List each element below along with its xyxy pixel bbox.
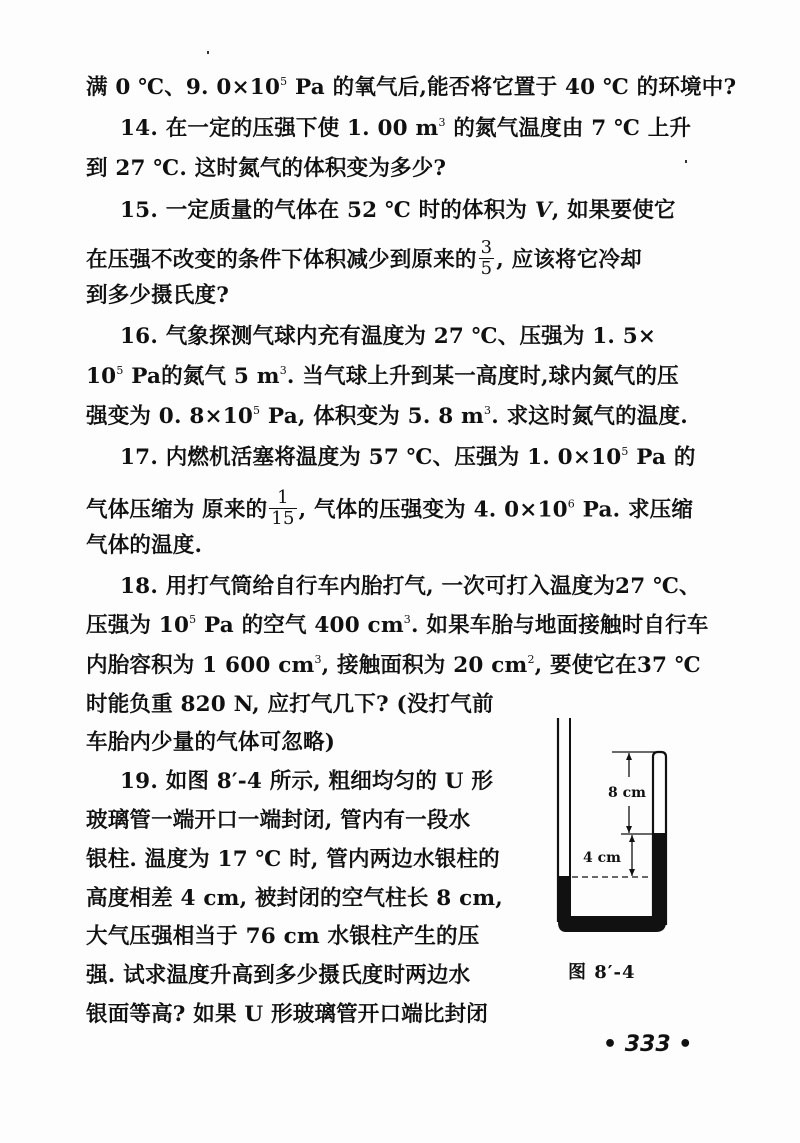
superscript: 5 bbox=[116, 364, 124, 377]
text: 到 27 ℃. 这时氮气的体积变为多少? bbox=[86, 156, 447, 181]
text: 强变为 0. 8×10 bbox=[86, 404, 254, 429]
superscript: 3 bbox=[314, 653, 322, 666]
text: 在压强不改变的条件下体积减少到原来的 bbox=[86, 247, 477, 273]
problem-18-line-1 bbox=[120, 572, 701, 602]
problem-19-line-1 bbox=[120, 767, 493, 797]
text: 压强为 10 bbox=[86, 613, 190, 638]
problem-19-line-3 bbox=[86, 845, 500, 875]
text: Pa, 体积变为 5. 8 m bbox=[260, 404, 485, 429]
problem-17-line-1 bbox=[120, 443, 696, 473]
text: 满 0 ℃、9. 0×10 bbox=[86, 75, 281, 100]
text: 大气压强相当于 76 cm 水银柱产生的压 bbox=[86, 924, 480, 949]
text: 19. 如图 8′-4 所示, 粗细均匀的 U 形 bbox=[120, 769, 494, 794]
text: , 应该将它冷却 bbox=[496, 247, 642, 273]
superscript: 2 bbox=[527, 653, 535, 666]
text: 时能负重 820 N, 应打气几下? (没打气前 bbox=[86, 692, 494, 717]
problem-17-line-2 bbox=[86, 487, 694, 531]
text: 气体的温度. bbox=[86, 533, 203, 558]
text: 到多少摄氏度? bbox=[86, 283, 229, 308]
text: 高度相差 4 cm, 被封闭的空气柱长 8 cm, bbox=[86, 886, 503, 911]
problem-19-line-4 bbox=[86, 884, 503, 914]
text: . 如果车胎与地面接触时自行车 bbox=[411, 613, 709, 638]
text: 15. 一定质量的气体在 52 ℃ 时的体积为 bbox=[120, 198, 535, 223]
text: . 求这时氮气的温度. bbox=[491, 404, 688, 429]
fraction-three-fifths bbox=[479, 238, 495, 279]
problem-15-line-1 bbox=[120, 196, 676, 226]
superscript: 5 bbox=[253, 404, 261, 417]
text: Pa的氮气 5 m bbox=[123, 364, 280, 389]
superscript: 5 bbox=[280, 75, 288, 88]
text: . 当气球上升到某一高度时,球内氮气的压 bbox=[286, 364, 679, 389]
text: Pa 的 bbox=[628, 445, 696, 470]
text: Pa 的氧气后,能否将它置于 40 ℃ 的环境中? bbox=[287, 75, 737, 100]
problem-19-line-7 bbox=[86, 1000, 488, 1030]
text: 银柱. 温度为 17 ℃ 时, 管内两边水银柱的 bbox=[86, 847, 500, 872]
text: 16. 气象探测气球内充有温度为 27 ℃、压强为 1. 5× bbox=[120, 324, 657, 349]
numerator: 3 bbox=[480, 237, 493, 258]
text: Pa. 求压缩 bbox=[575, 497, 694, 523]
problem-19-line-6 bbox=[86, 961, 470, 991]
text: Pa 的空气 400 cm bbox=[196, 613, 404, 638]
superscript: 3 bbox=[403, 613, 411, 626]
problem-18-line-2 bbox=[86, 611, 708, 641]
problem-19-line-2 bbox=[86, 806, 470, 836]
figure-caption: 图 8′-4 bbox=[568, 962, 636, 983]
denominator: 5 bbox=[480, 258, 493, 279]
problem-15-line-2 bbox=[86, 237, 642, 281]
text: , 气体的压强变为 4. 0×10 bbox=[298, 497, 568, 523]
text: 10 bbox=[86, 364, 117, 389]
superscript: 3 bbox=[279, 364, 287, 377]
superscript: 6 bbox=[567, 497, 575, 511]
label-4cm: 4 cm bbox=[583, 850, 621, 866]
text: , 如果要使它 bbox=[551, 198, 676, 223]
problem-16-line-2 bbox=[86, 362, 679, 392]
problem-18-line-5 bbox=[86, 728, 335, 758]
numerator: 1 bbox=[269, 488, 296, 509]
problem-14-line-2 bbox=[86, 154, 446, 184]
problem-16-line-1 bbox=[120, 322, 656, 352]
text: , 接触面积为 20 cm bbox=[321, 653, 528, 678]
fraction-one-fifteenth bbox=[269, 488, 296, 529]
text: 玻璃管一端开口一端封闭, 管内有一段水 bbox=[86, 808, 471, 833]
text: 的氮气温度由 7 ℃ 上升 bbox=[445, 116, 692, 141]
problem-18-line-4 bbox=[86, 690, 494, 720]
superscript: 3 bbox=[484, 404, 492, 417]
variable-v: V bbox=[534, 198, 552, 223]
problem-15-line-3 bbox=[86, 281, 229, 311]
text: 18. 用打气筒给自行车内胎打气, 一次可打入温度为27 ℃、 bbox=[120, 574, 701, 599]
text: 14. 在一定的压强下使 1. 00 m bbox=[120, 116, 439, 141]
problem-14-line-1 bbox=[120, 114, 691, 144]
text: , 要使它在37 ℃ bbox=[534, 653, 701, 678]
text: 17. 内燃机活塞将温度为 57 ℃、压强为 1. 0×10 bbox=[120, 445, 622, 470]
problem-19-line-5 bbox=[86, 922, 479, 952]
text: 车胎内少量的气体可忽略) bbox=[86, 730, 336, 755]
problem-16-line-3 bbox=[86, 402, 688, 432]
problem-18-line-3 bbox=[86, 651, 701, 681]
mercury-column bbox=[558, 833, 666, 932]
scan-speck bbox=[685, 160, 687, 163]
superscript: 5 bbox=[189, 613, 197, 626]
denominator: 15 bbox=[271, 508, 295, 529]
page-number: • 333 • bbox=[603, 1032, 693, 1057]
text: 气体压缩为 原来的 bbox=[86, 497, 268, 523]
superscript: 5 bbox=[621, 445, 629, 458]
label-8cm: 8 cm bbox=[608, 785, 646, 801]
scan-speck bbox=[207, 51, 209, 54]
problem-17-line-3 bbox=[86, 531, 202, 561]
u-tube-diagram bbox=[540, 715, 720, 995]
text: 内胎容积为 1 600 cm bbox=[86, 653, 315, 678]
superscript: 3 bbox=[438, 116, 446, 129]
text-line-continuation bbox=[86, 73, 736, 103]
text: 银面等高? 如果 U 形玻璃管开口端比封闭 bbox=[86, 1002, 489, 1027]
text: 强. 试求温度升高到多少摄氏度时两边水 bbox=[86, 963, 471, 988]
